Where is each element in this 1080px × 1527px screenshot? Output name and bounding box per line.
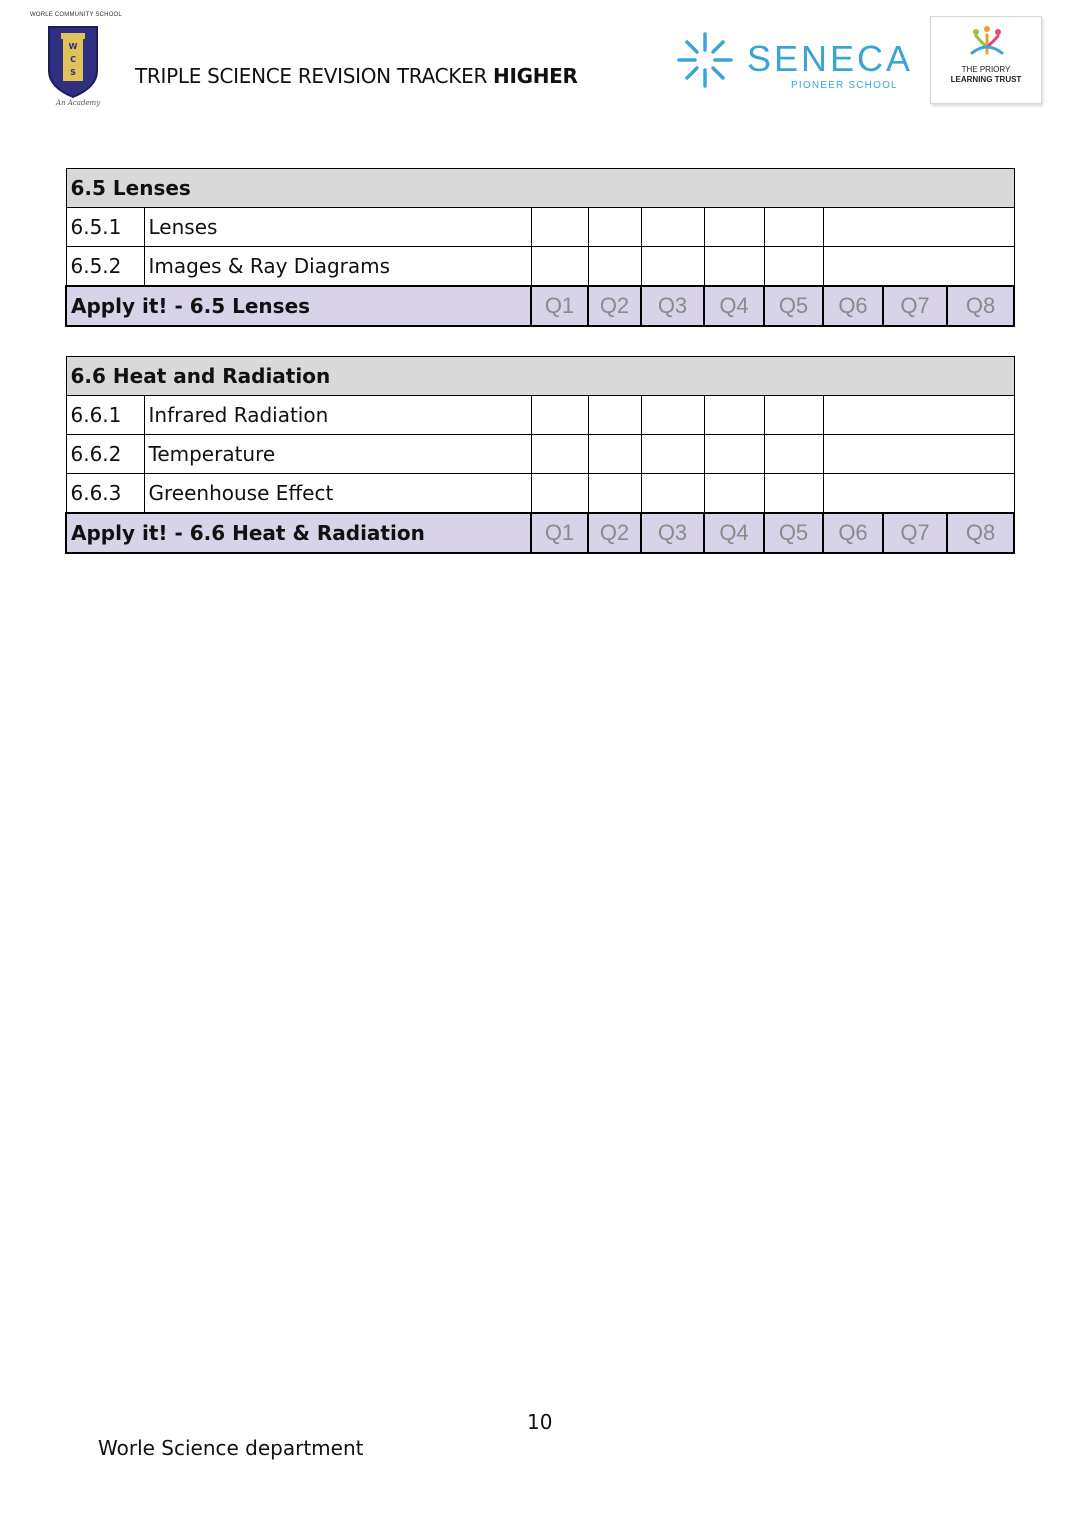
tracking-checkbox[interactable] [588,208,641,247]
topic-code: 6.6.3 [66,474,144,514]
apply-it-label: Apply it! - 6.5 Lenses [66,286,531,326]
question-cell-q3[interactable]: Q3 [641,513,704,553]
question-cell-q7[interactable]: Q7 [883,513,947,553]
question-cell-q4[interactable]: Q4 [704,513,764,553]
tracking-checkbox[interactable] [704,396,764,435]
topic-code: 6.6.1 [66,396,144,435]
academy-signature: An Academy [56,99,101,107]
question-cell-q8[interactable]: Q8 [947,286,1014,326]
tracking-checkbox[interactable] [764,208,823,247]
seneca-logo-text: SENECA [747,38,914,79]
notes-cell[interactable] [823,435,1014,474]
question-cell-q1[interactable]: Q1 [531,513,588,553]
question-cell-q7[interactable]: Q7 [883,286,947,326]
question-cell-q8[interactable]: Q8 [947,513,1014,553]
question-cell-q6[interactable]: Q6 [823,513,883,553]
crest-letter-c: C [70,55,76,64]
topic-name: Temperature [144,435,531,474]
school-crest-logo [47,25,99,99]
topic-row [66,474,1014,514]
tracking-checkbox[interactable] [704,474,764,514]
tier-label: HIGHER [493,64,578,88]
tracking-checkbox[interactable] [704,247,764,287]
topic-row [66,247,1014,287]
topic-code: 6.6.2 [66,435,144,474]
question-cell-q2[interactable]: Q2 [588,513,641,553]
apply-it-label: Apply it! - 6.6 Heat & Radiation [66,513,531,553]
notes-cell[interactable] [823,247,1014,287]
tracking-checkbox[interactable] [704,435,764,474]
tracking-checkbox[interactable] [531,474,588,514]
seneca-subtitle: PIONEER SCHOOL [791,80,898,91]
question-cell-q4[interactable]: Q4 [704,286,764,326]
topic-row [66,396,1014,435]
crest-letter-s: S [70,68,76,77]
tracking-checkbox[interactable] [531,247,588,287]
question-cell-q2[interactable]: Q2 [588,286,641,326]
section-title: 6.6 Heat and Radiation [66,357,1014,396]
question-cell-q3[interactable]: Q3 [641,286,704,326]
topic-row [66,435,1014,474]
tracking-checkbox[interactable] [641,208,704,247]
tracking-checkbox[interactable] [764,247,823,287]
topic-code: 6.5.2 [66,247,144,287]
tracking-checkbox[interactable] [764,435,823,474]
trust-name-line1: THE PRIORY [961,65,1011,74]
page-number: 10 [527,1410,553,1434]
tracking-checkbox[interactable] [588,247,641,287]
question-cell-q1[interactable]: Q1 [531,286,588,326]
notes-cell[interactable] [823,208,1014,247]
topic-name: Infrared Radiation [144,396,531,435]
school-name: WORLE COMMUNITY SCHOOL [30,12,122,18]
seneca-star-icon [675,30,735,90]
question-cell-q5[interactable]: Q5 [764,513,823,553]
topic-name: Images & Ray Diagrams [144,247,531,287]
crest-letter-w: W [68,42,78,51]
tracking-checkbox[interactable] [588,435,641,474]
apply-it-row [66,513,1014,553]
section-title: 6.5 Lenses [66,169,1014,208]
trust-logo-card [930,16,1042,104]
tracking-checkbox[interactable] [764,474,823,514]
tracking-checkbox[interactable] [641,474,704,514]
tracking-checkbox[interactable] [588,396,641,435]
tracking-checkbox[interactable] [641,396,704,435]
footer-department: Worle Science department [98,1436,364,1460]
tracking-checkbox[interactable] [531,396,588,435]
notes-cell[interactable] [823,396,1014,435]
question-cell-q6[interactable]: Q6 [823,286,883,326]
tracking-checkbox[interactable] [641,435,704,474]
notes-cell[interactable] [823,474,1014,514]
document-title [135,64,578,88]
tracking-checkbox[interactable] [531,435,588,474]
question-cell-q5[interactable]: Q5 [764,286,823,326]
priory-trust-logo [966,23,1008,61]
trust-name-line2: LEARNING TRUST [950,75,1022,84]
topic-row [66,208,1014,247]
topic-name: Greenhouse Effect [144,474,531,514]
tracking-checkbox[interactable] [704,208,764,247]
topic-code: 6.5.1 [66,208,144,247]
section-table-heat-radiation [65,356,1015,554]
apply-it-row [66,286,1014,326]
section-table-lenses [65,168,1015,327]
tracking-checkbox[interactable] [588,474,641,514]
trust-name [931,65,1041,85]
title-text: TRIPLE SCIENCE REVISION TRACKER [135,64,488,88]
topic-name: Lenses [144,208,531,247]
tracking-checkbox[interactable] [641,247,704,287]
tracking-checkbox[interactable] [764,396,823,435]
tracking-checkbox[interactable] [531,208,588,247]
